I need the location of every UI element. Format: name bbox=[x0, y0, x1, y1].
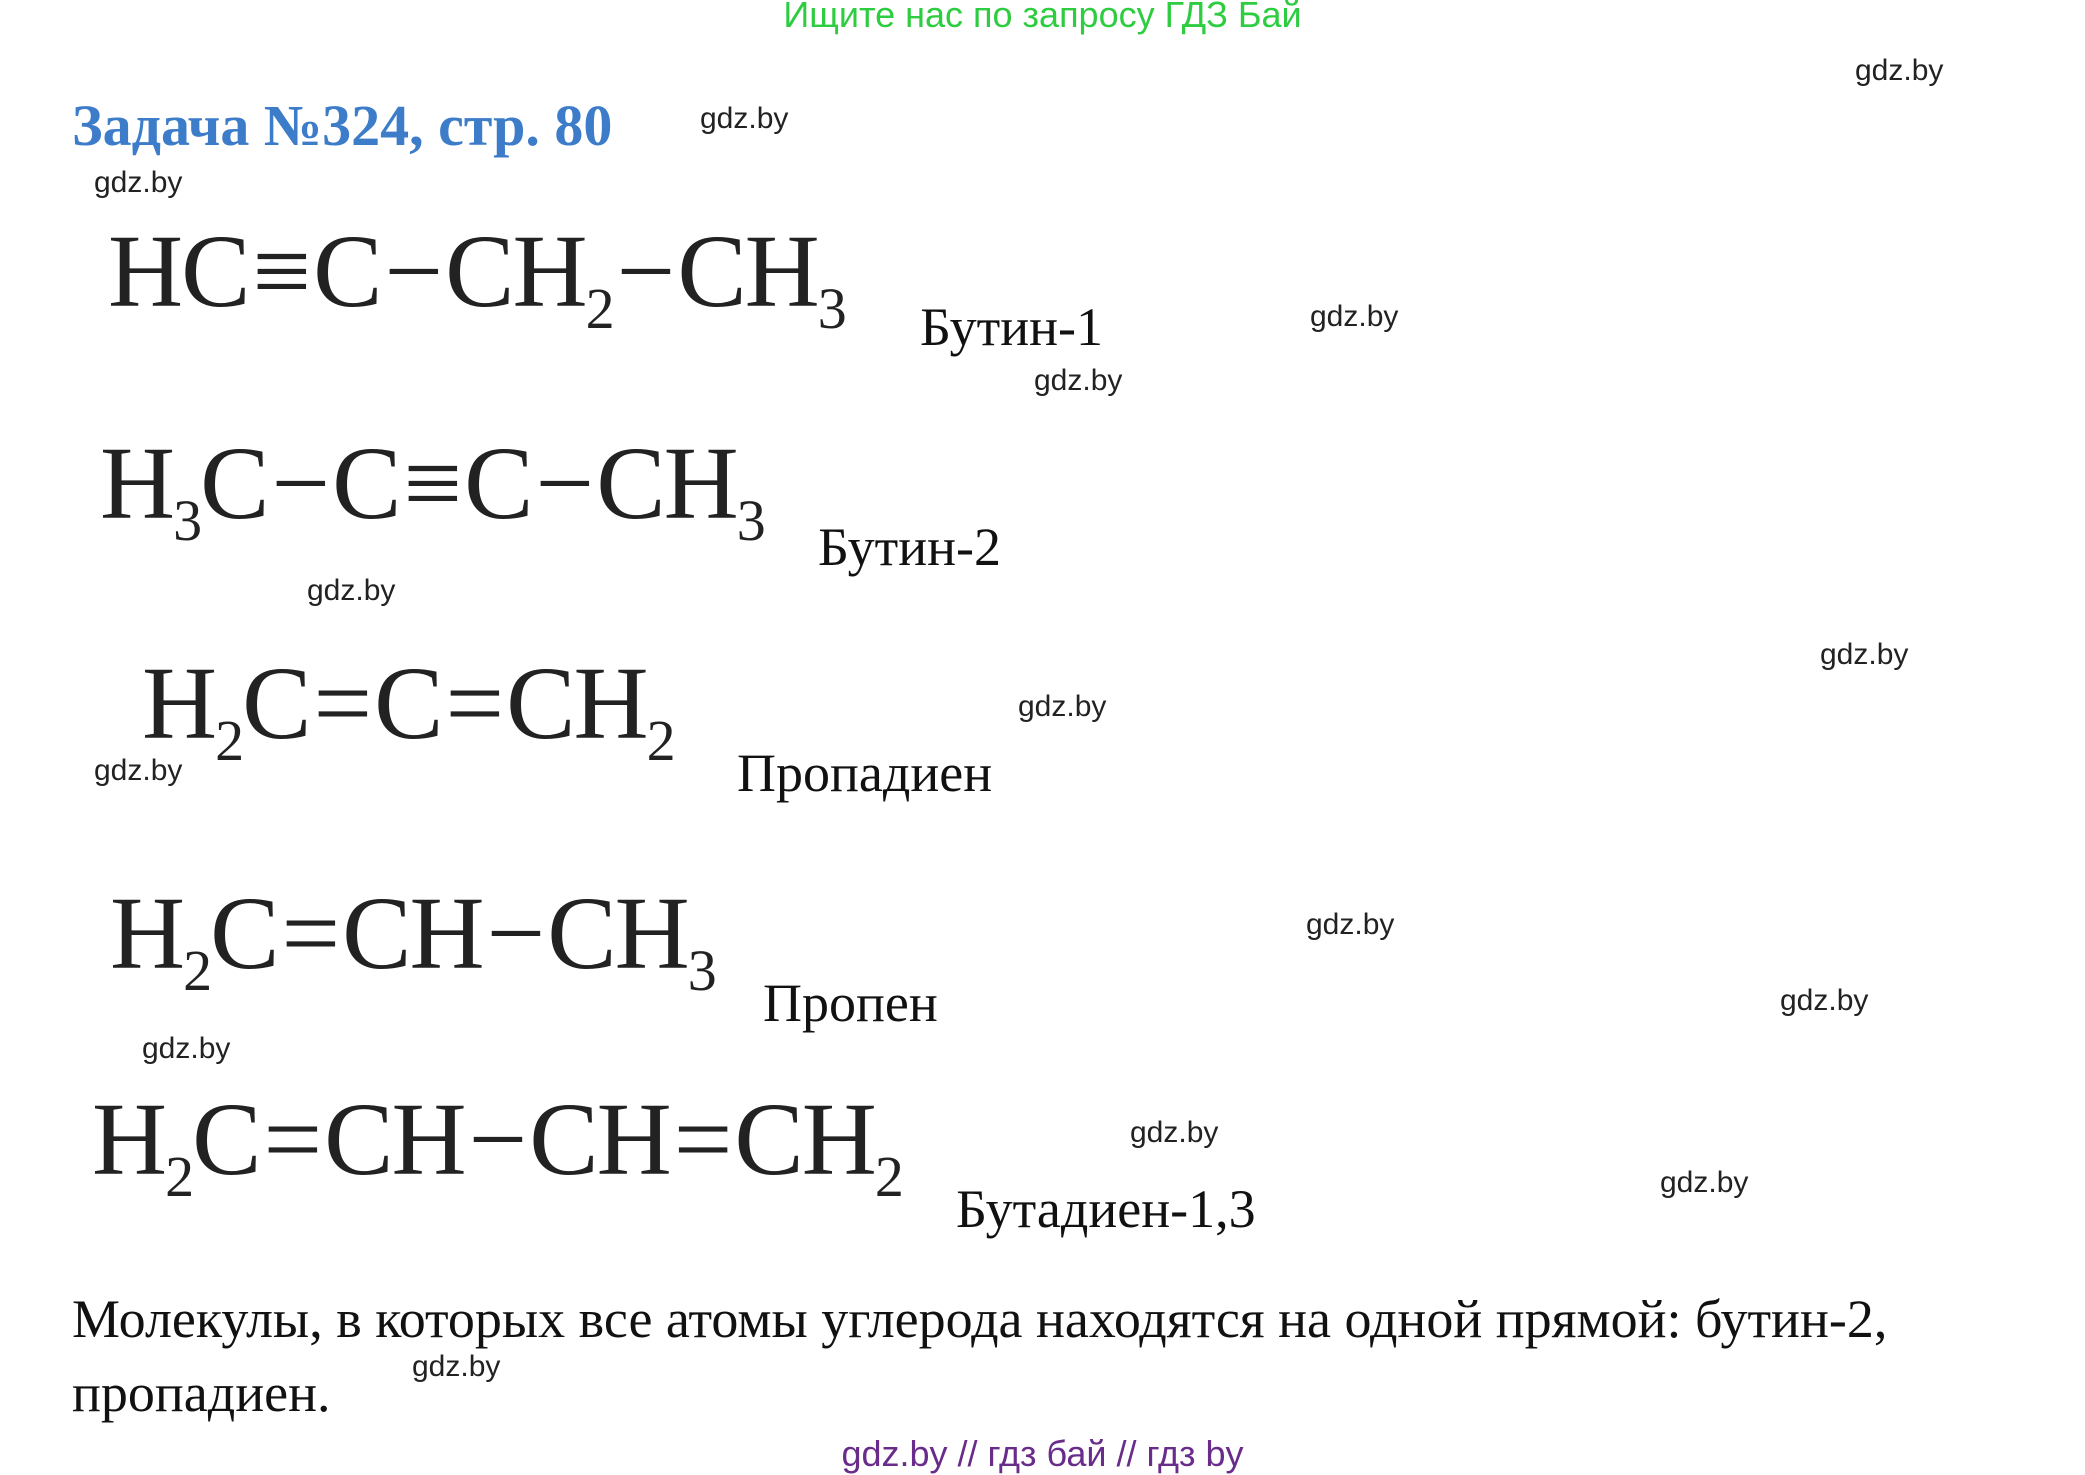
footer-links: gdz.by // гдз бай // гдз by bbox=[841, 1433, 1244, 1474]
subscript: 2 bbox=[874, 1144, 902, 1209]
compound-name-butyne-1: Бутин-1 bbox=[920, 297, 1104, 357]
watermark: gdz.by bbox=[1820, 638, 1909, 671]
bond-symbol: − bbox=[616, 214, 674, 329]
atom-group: H bbox=[92, 1082, 166, 1197]
search-banner: Ищите нас по запросу ГДЗ Бай bbox=[783, 0, 1302, 35]
atom-group: CH bbox=[677, 214, 818, 329]
watermark: gdz.by bbox=[1310, 300, 1399, 333]
bond-symbol: ≡ bbox=[403, 426, 461, 541]
atom-group: C bbox=[210, 876, 278, 991]
atom-group: C bbox=[374, 646, 442, 761]
atom-group: CH bbox=[324, 1082, 465, 1197]
subscript: 2 bbox=[183, 938, 211, 1003]
atom-group: CH bbox=[342, 876, 483, 991]
watermark: gdz.by bbox=[1306, 908, 1395, 941]
atom-group: C bbox=[192, 1082, 260, 1197]
watermark: gdz.by bbox=[1034, 364, 1123, 397]
formula-butyne-1 bbox=[108, 214, 845, 341]
formula-propadiene bbox=[142, 646, 674, 773]
subscript: 3 bbox=[687, 938, 715, 1003]
atom-group: H bbox=[110, 876, 184, 991]
atom-group: CH bbox=[529, 1082, 670, 1197]
atom-group: C bbox=[464, 426, 532, 541]
bond-symbol: = bbox=[445, 646, 503, 761]
bond-symbol: − bbox=[535, 426, 593, 541]
formula-propene bbox=[110, 876, 715, 1003]
subscript: 3 bbox=[817, 276, 845, 341]
formula-butadiene bbox=[92, 1082, 902, 1209]
watermark: gdz.by bbox=[94, 754, 183, 787]
bond-symbol: − bbox=[271, 426, 329, 541]
watermark: gdz.by bbox=[307, 574, 396, 607]
subscript: 3 bbox=[736, 488, 764, 553]
atom-group: H bbox=[142, 646, 216, 761]
compound-name-propene: Пропен bbox=[763, 973, 938, 1033]
bond-symbol: = bbox=[673, 1082, 731, 1197]
atom-group: C bbox=[200, 426, 268, 541]
atom-group: CH bbox=[445, 214, 586, 329]
atom-group: H bbox=[100, 426, 174, 541]
atom-group: CH bbox=[734, 1082, 875, 1197]
subscript: 2 bbox=[646, 708, 674, 773]
conclusion-text: Молекулы, в которых все атомы углерода находятся на одной прямой: бутин-2, пропадиен. bbox=[72, 1289, 1888, 1423]
bond-symbol: − bbox=[486, 876, 544, 991]
formula-butyne-2 bbox=[100, 426, 764, 553]
bond-symbol: − bbox=[384, 214, 442, 329]
watermark: gdz.by bbox=[412, 1350, 501, 1383]
atom-group: CH bbox=[596, 426, 737, 541]
watermark: gdz.by bbox=[700, 102, 789, 135]
subscript: 2 bbox=[165, 1144, 193, 1209]
atom-group: C bbox=[332, 426, 400, 541]
bond-symbol: − bbox=[468, 1082, 526, 1197]
watermark: gdz.by bbox=[94, 166, 183, 199]
bond-symbol: ≡ bbox=[252, 214, 310, 329]
compound-name-butyne-2: Бутин-2 bbox=[818, 517, 1002, 577]
watermark: gdz.by bbox=[1018, 690, 1107, 723]
subscript: 2 bbox=[215, 708, 243, 773]
atom-group: HC bbox=[108, 214, 249, 329]
compound-name-butadiene: Бутадиен-1,3 bbox=[956, 1179, 1256, 1239]
subscript: 2 bbox=[585, 276, 613, 341]
atom-group: C bbox=[313, 214, 381, 329]
bond-symbol: = bbox=[263, 1082, 321, 1197]
watermark: gdz.by bbox=[1855, 54, 1944, 87]
page-title: Задача №324, стр. 80 bbox=[72, 93, 613, 158]
bond-symbol: = bbox=[281, 876, 339, 991]
subscript: 3 bbox=[173, 488, 201, 553]
atom-group: CH bbox=[547, 876, 688, 991]
watermark: gdz.by bbox=[1780, 984, 1869, 1017]
bond-symbol: = bbox=[313, 646, 371, 761]
watermark: gdz.by bbox=[142, 1032, 231, 1065]
atom-group: CH bbox=[506, 646, 647, 761]
atom-group: C bbox=[242, 646, 310, 761]
watermark: gdz.by bbox=[1660, 1166, 1749, 1199]
watermark: gdz.by bbox=[1130, 1116, 1219, 1149]
compound-name-propadiene: Пропадиен bbox=[737, 743, 993, 803]
